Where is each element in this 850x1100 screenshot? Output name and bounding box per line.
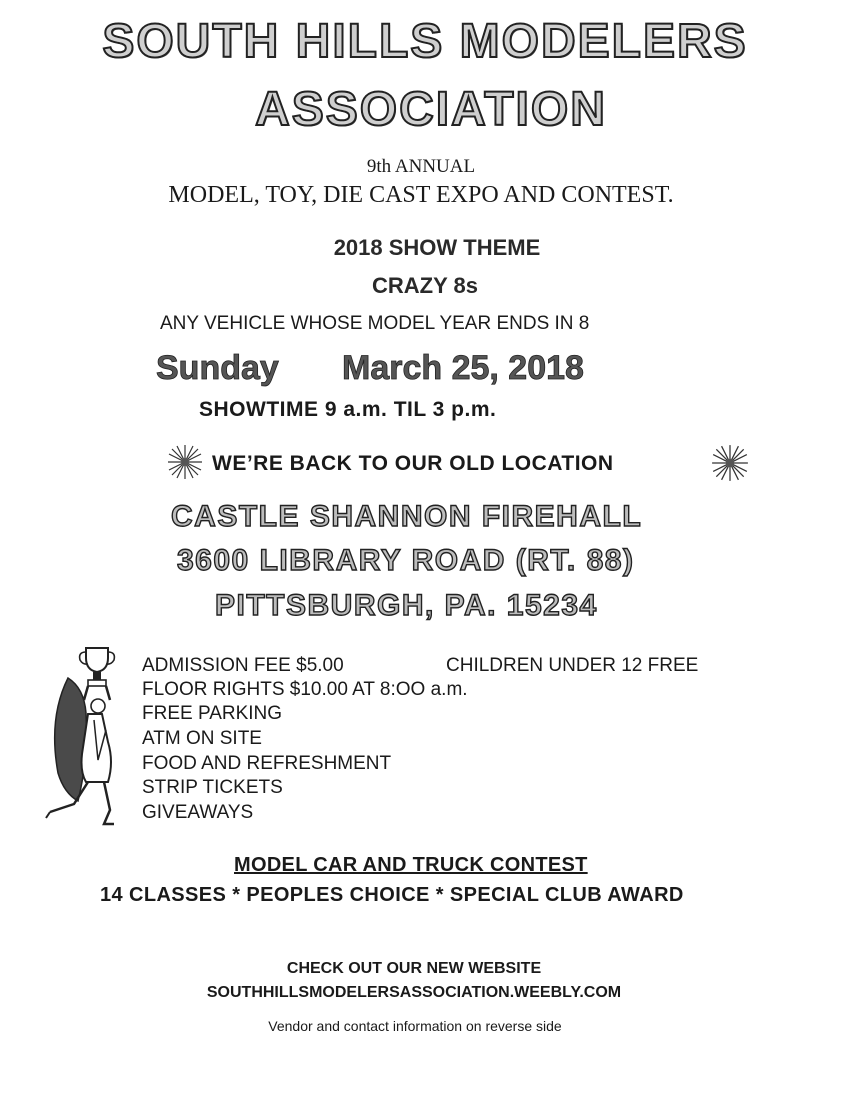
contest-heading: MODEL CAR AND TRUCK CONTEST: [234, 854, 588, 876]
detail-item: FREE PARKING: [142, 703, 283, 724]
event-day: Sunday: [156, 349, 279, 387]
venue-name: CASTLE SHANNON FIREHALL: [171, 500, 643, 533]
children-free: CHILDREN UNDER 12 FREE: [446, 655, 699, 676]
showtime: SHOWTIME 9 a.m. TIL 3 p.m.: [199, 398, 497, 421]
detail-item: FLOOR RIGHTS $10.00 AT 8:OO a.m.: [142, 679, 468, 700]
event-date: March 25, 2018: [342, 349, 584, 387]
theme-name: CRAZY 8s: [372, 273, 478, 298]
starburst-icon: [166, 443, 204, 481]
starburst-icon: [710, 443, 750, 483]
website-heading: CHECK OUT OUR NEW WEBSITE: [286, 960, 542, 977]
detail-item: ATM ON SITE: [142, 728, 262, 749]
detail-item: STRIP TICKETS: [142, 777, 283, 798]
reverse-side-note: Vendor and contact information on reverse side: [268, 1018, 562, 1034]
event-name: MODEL, TOY, DIE CAST EXPO AND CONTEST.: [168, 182, 674, 208]
detail-item: GIVEAWAYS: [142, 802, 254, 823]
website-url[interactable]: SOUTHHILLSMODELERSASSOCIATION.WEEBLY.COM: [206, 984, 622, 1001]
theme-heading: 2018 SHOW THEME: [333, 235, 541, 260]
admission-fee: ADMISSION FEE $5.00: [142, 655, 344, 676]
location-notice: WE’RE BACK TO OUR OLD LOCATION: [212, 452, 614, 475]
title-line-1: SOUTH HILLS MODELERS: [102, 15, 748, 68]
contest-awards: 14 CLASSES * PEOPLES CHOICE * SPECIAL CLUB AWARD: [100, 884, 684, 906]
detail-item: FOOD AND REFRESHMENT: [142, 753, 392, 774]
theme-description: ANY VEHICLE WHOSE MODEL YEAR ENDS IN 8: [160, 313, 590, 334]
annual-label: 9th ANNUAL: [366, 156, 476, 177]
trophy-winner-icon: [38, 640, 138, 835]
title-line-2: ASSOCIATION: [255, 83, 607, 136]
venue-address: 3600 LIBRARY ROAD (RT. 88): [177, 544, 635, 577]
venue-city: PITTSBURGH, PA. 15234: [215, 589, 598, 622]
